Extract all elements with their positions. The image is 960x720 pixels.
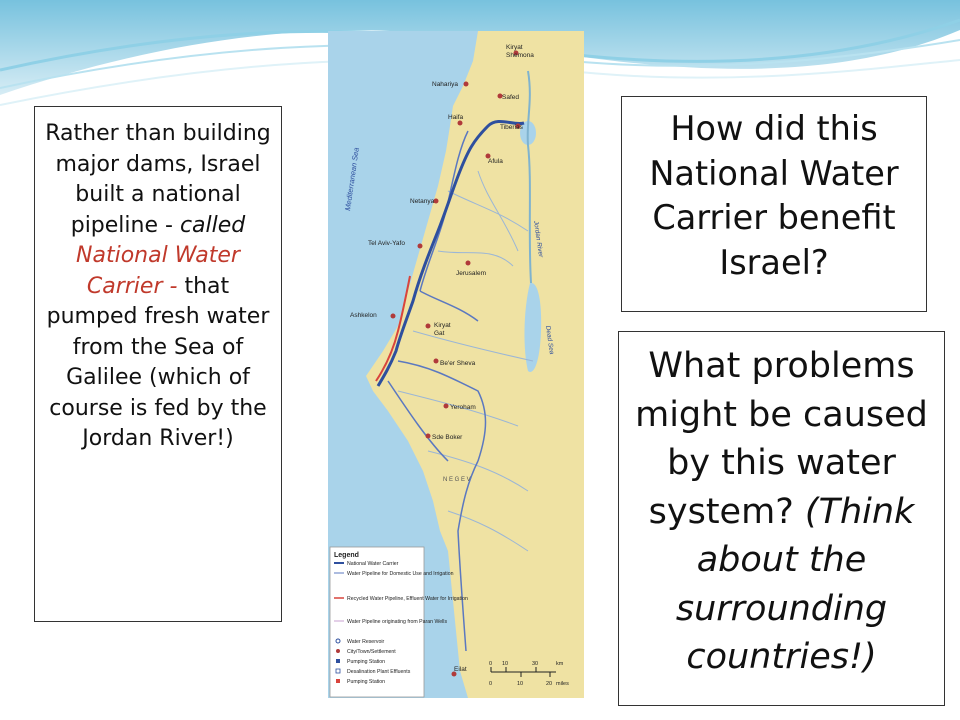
legend-item: Water Pipeline for Domestic Use and Irrigation: [347, 571, 454, 577]
svg-text:Shemona: Shemona: [506, 52, 534, 59]
svg-text:30: 30: [532, 661, 539, 667]
question-problems-text: What problems might be caused by this water system?: [635, 346, 928, 532]
left-text-part2: that pumped fresh water from the Sea of Galilee (which of course is fed by the Jordan River!): [46, 273, 270, 451]
svg-text:miles: miles: [556, 681, 569, 687]
city-label-kiryat-gat: Kiryat: [434, 322, 451, 329]
legend-item: Pumping Station: [347, 679, 386, 685]
city-label-tel-aviv: Tel Aviv-Yafo: [368, 240, 405, 247]
city-label-yeroham: Yeroham: [450, 404, 476, 411]
svg-text:0: 0: [489, 681, 493, 687]
negev-label: N E G E V: [443, 477, 471, 483]
svg-text:Gat: Gat: [434, 330, 445, 337]
svg-text:10: 10: [517, 681, 524, 687]
city-label-kiryat-shemona: Kiryat: [506, 44, 523, 51]
svg-text:20: 20: [546, 681, 553, 687]
city-label-beer-sheva: Be'er Sheva: [440, 360, 476, 367]
left-text-box: [34, 106, 282, 622]
left-text-called: called: [179, 212, 246, 238]
city-label-tiberias: Tiberias: [500, 124, 523, 131]
city-label-jerusalem: Jerusalem: [456, 270, 486, 277]
question-problems-box: [618, 331, 945, 706]
city-label-netanya: Netanya: [410, 198, 435, 205]
question-benefit-text: How did this National Water Carrier benefit Israel?: [649, 109, 899, 282]
legend-item: City/Town/Settlement: [347, 649, 396, 655]
legend-title: Legend: [334, 552, 359, 559]
legend-item: National Water Carrier: [347, 561, 399, 567]
city-label-haifa: Haifa: [448, 114, 464, 121]
city-label-sde-boker: Sde Boker: [432, 434, 463, 441]
left-text-part1: Rather than building major dams, Israel built a national pipeline -: [45, 121, 271, 238]
legend-item: Water Pipeline originating from Paran Wells: [347, 619, 448, 625]
israel-water-carrier-map: [328, 31, 584, 698]
city-label-nahariya: Nahariya: [432, 81, 459, 88]
city-label-safed: Safed: [502, 94, 519, 101]
question-problems-hint: (Think about the surrounding countries!): [675, 491, 915, 677]
city-label-ashkelon: Ashkelon: [350, 312, 377, 319]
svg-text:10: 10: [502, 661, 509, 667]
city-label-afula: Afula: [488, 158, 503, 165]
question-benefit-box: [621, 96, 927, 312]
sea-label: Mediterranean Sea: [343, 146, 361, 212]
svg-text:0: 0: [489, 661, 493, 667]
legend-item: Pumping Station: [347, 659, 386, 665]
left-text-highlight: National Water Carrier -: [76, 243, 240, 299]
city-label-eilat: Eilat: [454, 666, 467, 673]
legend-item: Desalination Plant Effluents: [347, 669, 411, 675]
legend-item: Water Reservoir: [347, 639, 385, 645]
jordan-label: Jordan River: [532, 220, 545, 258]
legend-item: Recycled Water Pipeline, Effluent Water for Irrigation: [347, 596, 468, 602]
svg-text:km: km: [556, 661, 564, 667]
dead-sea-label: Dead Sea: [544, 325, 555, 355]
